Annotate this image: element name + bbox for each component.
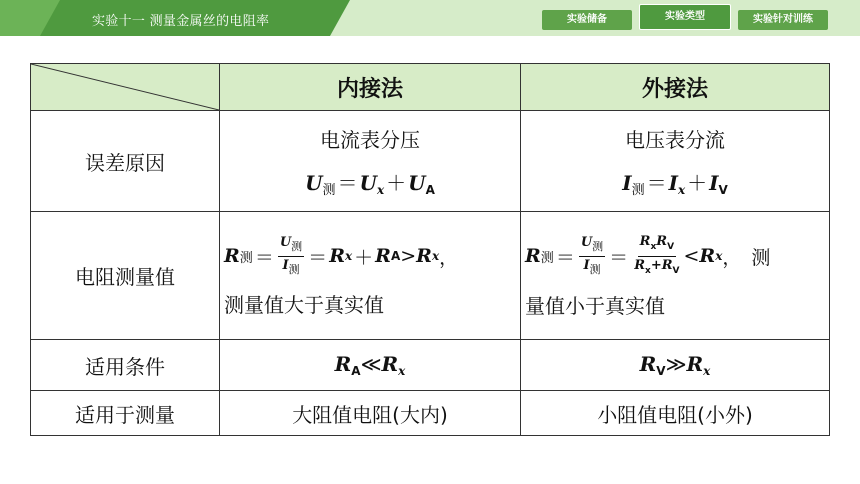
outer-error-formula: $I_测 = I_x + I_V$ (622, 171, 728, 198)
header-outer-method: 外接法 (521, 64, 830, 111)
cell-outer-suited: 小阻值电阻(小外) (521, 391, 830, 436)
inner-error-text: 电流表分压 (320, 128, 420, 152)
inner-measured-conclusion: 测量值大于真实值 (224, 292, 384, 317)
outer-error-text: 电压表分流 (625, 128, 725, 152)
nav-button-training[interactable]: 实验针对训练 (738, 10, 828, 30)
nav-button-prep[interactable]: 实验储备 (542, 10, 632, 30)
corner-cell (31, 64, 220, 111)
comparison-table (30, 63, 830, 436)
outer-measured-conclusion: 量值小于真实值 (525, 293, 665, 318)
table-row (31, 340, 830, 391)
table-header-row (31, 64, 830, 111)
inner-measured-formula: R 测 ＝ $\frac{U_测}{I_测}$ ＝ R x ＋ R A > R x ， (224, 234, 459, 276)
cell-inner-suited: 大阻值电阻(大内) (220, 391, 521, 436)
row-label-condition: 适用条件 (31, 340, 220, 391)
nav-button-types[interactable]: 实验类型 (639, 4, 731, 30)
cell-outer-condition: $R_V≫R_x$ (521, 340, 830, 391)
inner-error-formula: $U_测 = U_x + U_A$ (305, 171, 435, 198)
cell-outer-error-cause (521, 111, 830, 212)
title-tab (0, 0, 350, 36)
row-label-measured-value: 电阻测量值 (31, 212, 220, 340)
table-row (31, 212, 830, 340)
row-label-suited: 适用于测量 (31, 391, 220, 436)
cell-inner-condition: $R_A≪R_x$ (220, 340, 521, 391)
table-row (31, 111, 830, 212)
cell-inner-error-cause (220, 111, 521, 212)
cell-outer-measured (521, 212, 830, 340)
diagonal-line (31, 64, 219, 110)
table-row (31, 391, 830, 436)
header-inner-method: 内接法 (220, 64, 521, 111)
outer-measured-formula: R 测 ＝ $\frac{U_测}{I_测}$ ＝ $\frac{R_xR_V}{R_x+R_V}$ < R x ， 测 (525, 233, 771, 276)
page-title: 实验十一 测量金属丝的电阻率 (92, 14, 270, 29)
much-less-symbol: ≪ (360, 352, 382, 376)
cell-inner-measured (220, 212, 521, 340)
row-label-error-cause: 误差原因 (31, 111, 220, 212)
much-greater-symbol: ≫ (665, 352, 687, 376)
